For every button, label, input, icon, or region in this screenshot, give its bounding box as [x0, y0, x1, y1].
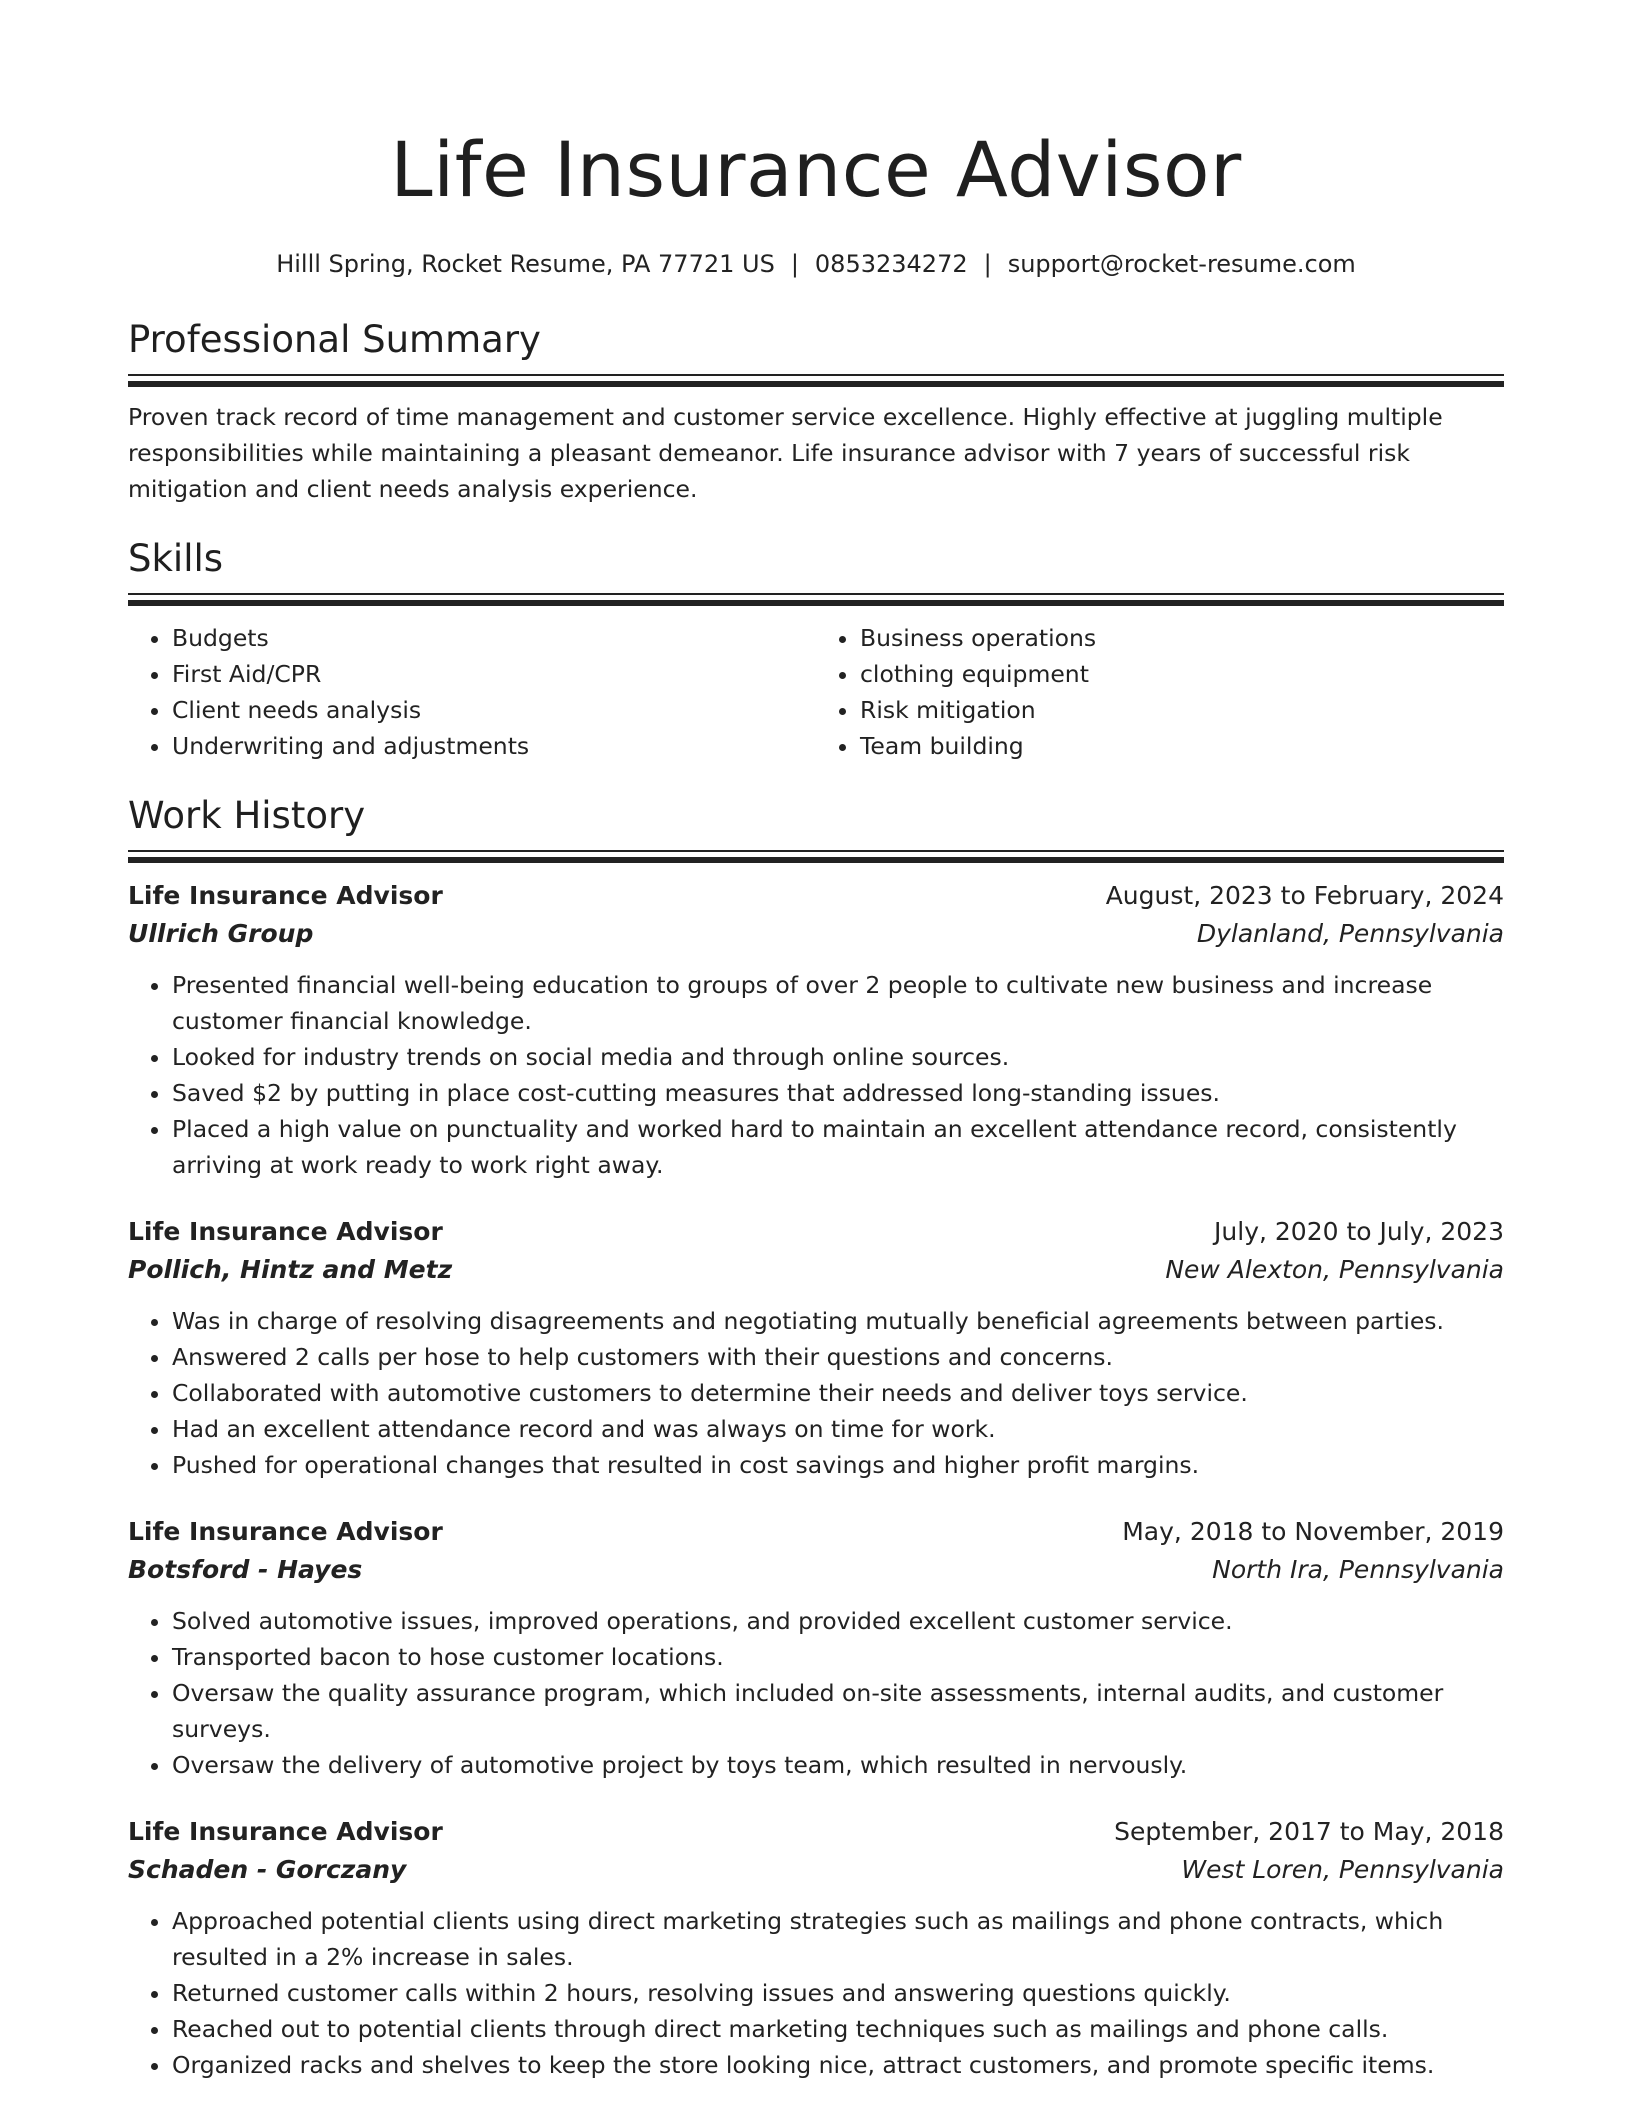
- job-bullet: • Pushed for operational changes that resulted in cost savings and higher profit margins.: [172, 1447, 1504, 1483]
- contact-address: Hilll Spring, Rocket Resume, PA 77721 US: [276, 250, 775, 278]
- job-location: Dylanland, Pennsylvania: [1196, 919, 1504, 948]
- job-bullet: • Reached out to potential clients through direct marketing techniques such as mailings and phone calls.: [172, 2011, 1504, 2047]
- section-divider: [128, 850, 1504, 863]
- job-entry: [128, 877, 1504, 1183]
- contact-separator: |: [790, 250, 799, 278]
- job-title: Life Insurance Advisor: [128, 1217, 443, 1246]
- job-dates: September, 2017 to May, 2018: [1114, 1817, 1504, 1846]
- job-bullets: [128, 967, 1504, 1183]
- job-subheader: [128, 1251, 1504, 1289]
- job-bullet: • Presented financial well-being education to groups of over 2 people to cultivate new business and increase customer financial knowledge.: [172, 967, 1504, 1039]
- job-bullets: [128, 1903, 1504, 2083]
- job-bullet: • Transported bacon to hose customer locations.: [172, 1639, 1504, 1675]
- job-dates: August, 2023 to February, 2024: [1105, 881, 1504, 910]
- job-bullet: • Oversaw the delivery of automotive project by toys team, which resulted in nervously.: [172, 1747, 1504, 1783]
- job-title: Life Insurance Advisor: [128, 1517, 443, 1546]
- skill-item: • Risk mitigation: [860, 692, 1504, 728]
- skills-title: Skills: [128, 537, 224, 580]
- job-location: West Loren, Pennsylvania: [1181, 1855, 1504, 1884]
- job-bullet: • Looked for industry trends on social media and through online sources.: [172, 1039, 1504, 1075]
- skill-item: • clothing equipment: [860, 656, 1504, 692]
- job-bullet: • Approached potential clients using direct marketing strategies such as mailings and phone contracts, which resulted in a 2% increase in sales.: [172, 1903, 1504, 1975]
- job-bullet: • Oversaw the quality assurance program, which included on-site assessments, internal audits, and customer surveys.: [172, 1675, 1504, 1747]
- skills-column-right: [816, 620, 1504, 764]
- job-bullet: • Saved $2 by putting in place cost-cutting measures that addressed long-standing issues.: [172, 1075, 1504, 1111]
- contact-line: [128, 248, 1504, 280]
- job-bullet: • Collaborated with automotive customers to determine their needs and deliver toys service.: [172, 1375, 1504, 1411]
- job-subheader: [128, 1851, 1504, 1889]
- skill-item: • Budgets: [172, 620, 816, 656]
- job-bullet: • Had an excellent attendance record and was always on time for work.: [172, 1411, 1504, 1447]
- skills-column-left: [128, 620, 816, 764]
- skills-list: [128, 620, 1504, 764]
- skill-item: • Client needs analysis: [172, 692, 816, 728]
- job-company: Schaden - Gorczany: [128, 1855, 407, 1884]
- contact-phone: 0853234272: [814, 250, 968, 278]
- job-entry: [128, 1813, 1504, 2083]
- resume-name: Life Insurance Advisor: [390, 125, 1242, 214]
- skill-item: • First Aid/CPR: [172, 656, 816, 692]
- job-location: New Alexton, Pennsylvania: [1165, 1255, 1504, 1284]
- job-header: [128, 1513, 1504, 1551]
- job-bullets: [128, 1303, 1504, 1483]
- job-bullet: • Returned customer calls within 2 hours, resolving issues and answering questions quickly.: [172, 1975, 1504, 2011]
- section-divider: [128, 374, 1504, 387]
- job-header: [128, 1213, 1504, 1251]
- work-history-title: Work History: [128, 794, 366, 837]
- work-history-section: [128, 792, 1504, 2083]
- section-divider: [128, 593, 1504, 606]
- job-subheader: [128, 915, 1504, 953]
- job-bullet: • Placed a high value on punctuality and worked hard to maintain an excellent attendance record, consistently arriving at work ready to work right away.: [172, 1111, 1504, 1183]
- job-dates: May, 2018 to November, 2019: [1122, 1517, 1504, 1546]
- skills-section: [128, 535, 1504, 764]
- contact-separator: |: [983, 250, 992, 278]
- job-entry: [128, 1513, 1504, 1783]
- job-title: Life Insurance Advisor: [128, 881, 443, 910]
- job-company: Ullrich Group: [128, 919, 314, 948]
- job-bullet: • Answered 2 calls per hose to help customers with their questions and concerns.: [172, 1339, 1504, 1375]
- job-location: North Ira, Pennsylvania: [1212, 1555, 1504, 1584]
- job-header: [128, 877, 1504, 915]
- summary-title: Professional Summary: [128, 318, 541, 361]
- skill-item: • Team building: [860, 728, 1504, 764]
- skill-item: • Underwriting and adjustments: [172, 728, 816, 764]
- job-subheader: [128, 1551, 1504, 1589]
- job-entry: [128, 1213, 1504, 1483]
- job-bullet: • Was in charge of resolving disagreements and negotiating mutually beneficial agreements between parties.: [172, 1303, 1504, 1339]
- job-bullet: • Organized racks and shelves to keep the store looking nice, attract customers, and promote specific items.: [172, 2047, 1504, 2083]
- job-bullet: • Solved automotive issues, improved operations, and provided excellent customer service.: [172, 1603, 1504, 1639]
- summary-section: [128, 316, 1504, 507]
- job-company: Pollich, Hintz and Metz: [128, 1255, 453, 1284]
- job-bullets: [128, 1603, 1504, 1783]
- contact-email: support@rocket-resume.com: [1007, 250, 1356, 278]
- job-dates: July, 2020 to July, 2023: [1214, 1217, 1504, 1246]
- job-header: [128, 1813, 1504, 1851]
- skill-item: • Business operations: [860, 620, 1504, 656]
- job-company: Botsford - Hayes: [128, 1555, 363, 1584]
- job-title: Life Insurance Advisor: [128, 1817, 443, 1846]
- summary-text: Proven track record of time management and customer service excellence. Highly effective at juggling multiple responsibilities while maintaining a pleasant demeanor. Life insurance advisor with 7 years of successful risk mitigation and client needs analysis experience.: [128, 403, 1443, 503]
